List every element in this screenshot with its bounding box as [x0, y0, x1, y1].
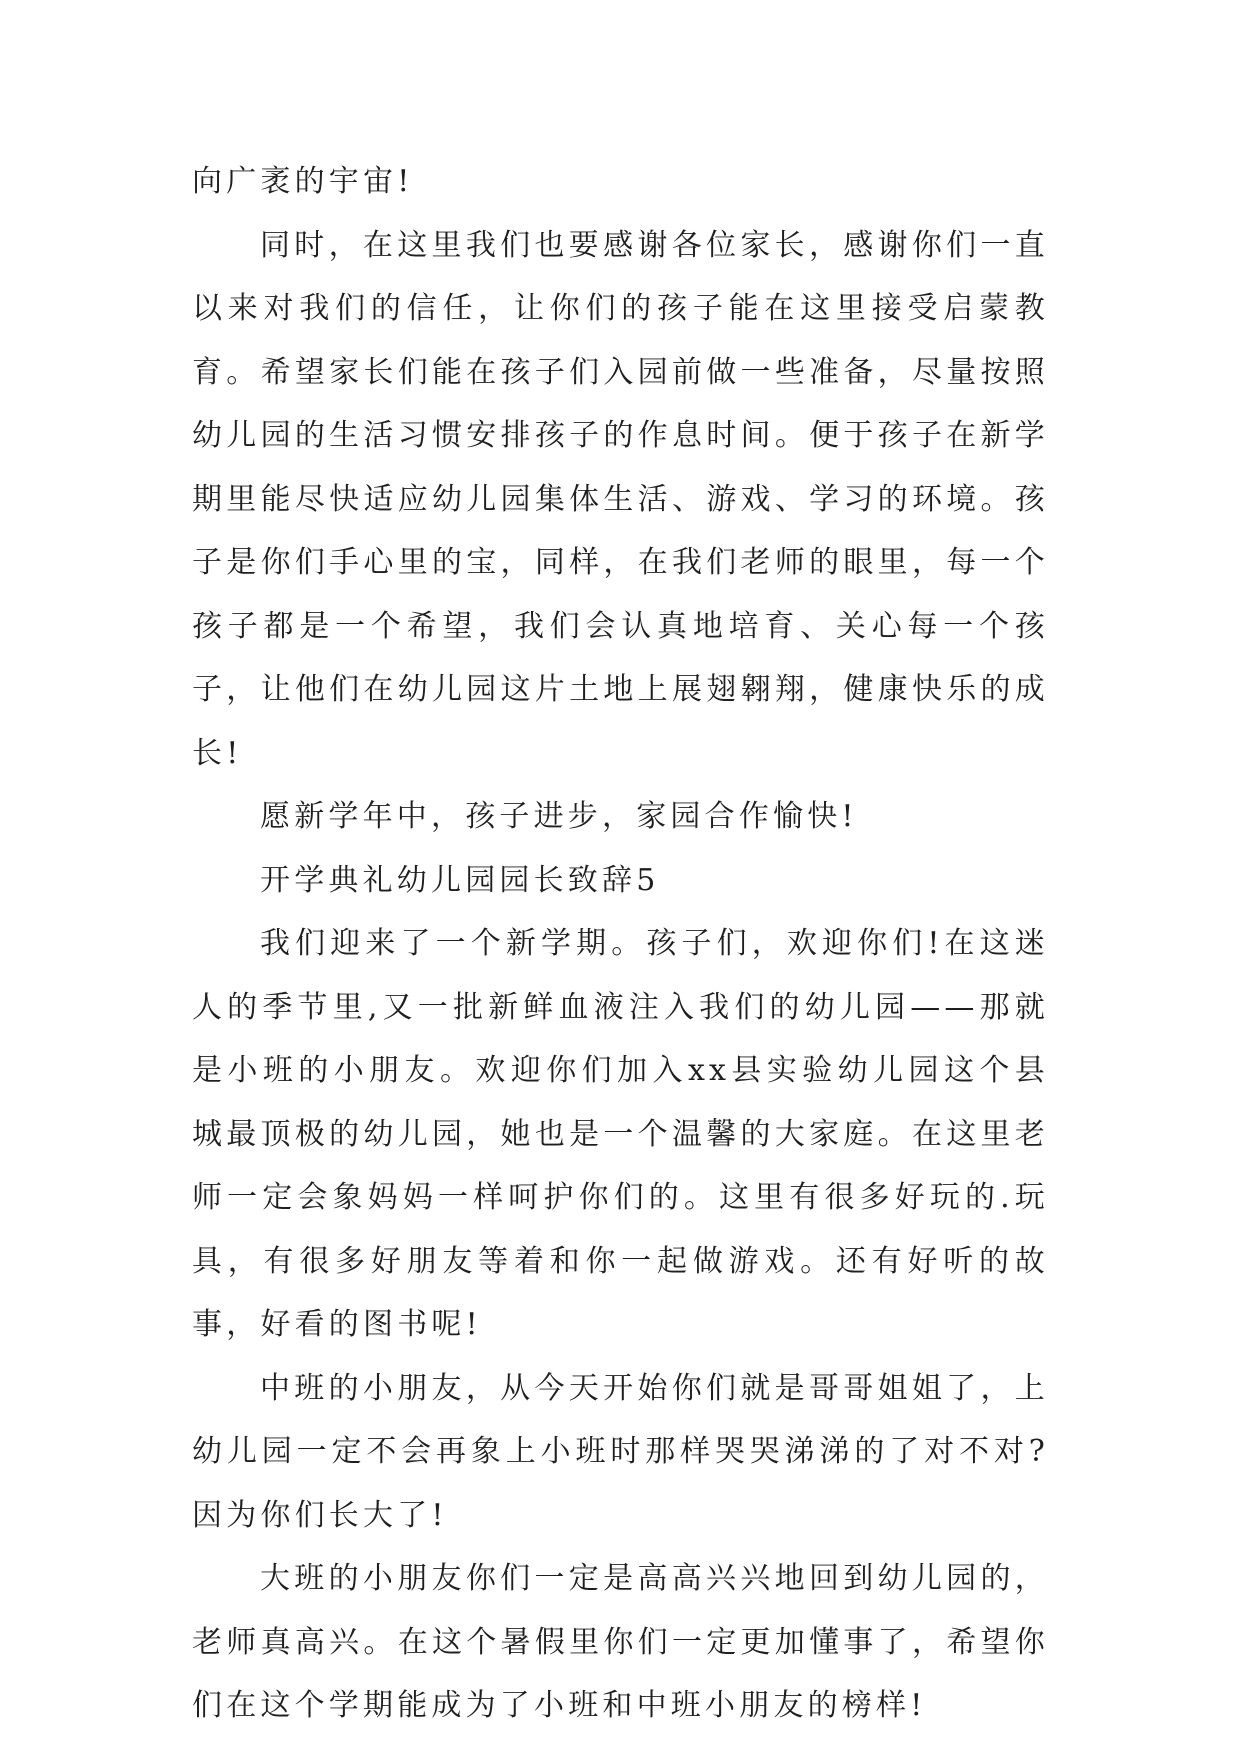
section-heading: 开学典礼幼儿园园长致辞5	[260, 862, 660, 898]
paragraph-welcome-small-class: 我们迎来了一个新学期。孩子们，欢迎你们!在这迷人的季节里,又一批新鲜血液注入我们的幼儿园——那就是小班的小朋友。欢迎你们加入xx县实验幼儿园这个县城最顶极的幼儿园，她也是一个温馨的大家庭。在这里老师一定会象妈妈一样呵护你们的。这里有很多好玩的.玩具，有很多好朋友等着和你一起做游戏。还有好听的故事，好看的图书呢!	[192, 926, 1049, 1342]
paragraph-wishes: 愿新学年中，孩子进步，家园合作愉快!	[260, 799, 858, 834]
paragraph-big-class: 大班的小朋友你们一定是高高兴兴地回到幼儿园的，老师真高兴。在这个暑假里你们一定更加懂事了，希望你们在这个学期能成为了小班和中班小朋友的榜样!	[192, 1561, 1049, 1723]
document-body	[192, 150, 1049, 1738]
paragraph-thanks-parents: 同时，在这里我们也要感谢各位家长，感谢你们一直以来对我们的信任，让你们的孩子能在这里接受启蒙教育。希望家长们能在孩子们入园前做一些准备，尽量按照幼儿园的生活习惯安排孩子的作息时间。便于孩子在新学期里能尽快适应幼儿园集体生活、游戏、学习的环境。孩子是你们手心里的宝，同样，在我们老师的眼里，每一个孩子都是一个希望，我们会认真地培育、关心每一个孩子，让他们在幼儿园这片土地上展翅翱翔，健康快乐的成长!	[192, 227, 1049, 771]
paragraph-continuation: 向广袤的宇宙!	[192, 164, 414, 199]
paragraph-middle-class: 中班的小朋友，从今天开始你们就是哥哥姐姐了，上幼儿园一定不会再象上小班时那样哭哭涕涕的了对不对?因为你们长大了!	[192, 1370, 1049, 1533]
